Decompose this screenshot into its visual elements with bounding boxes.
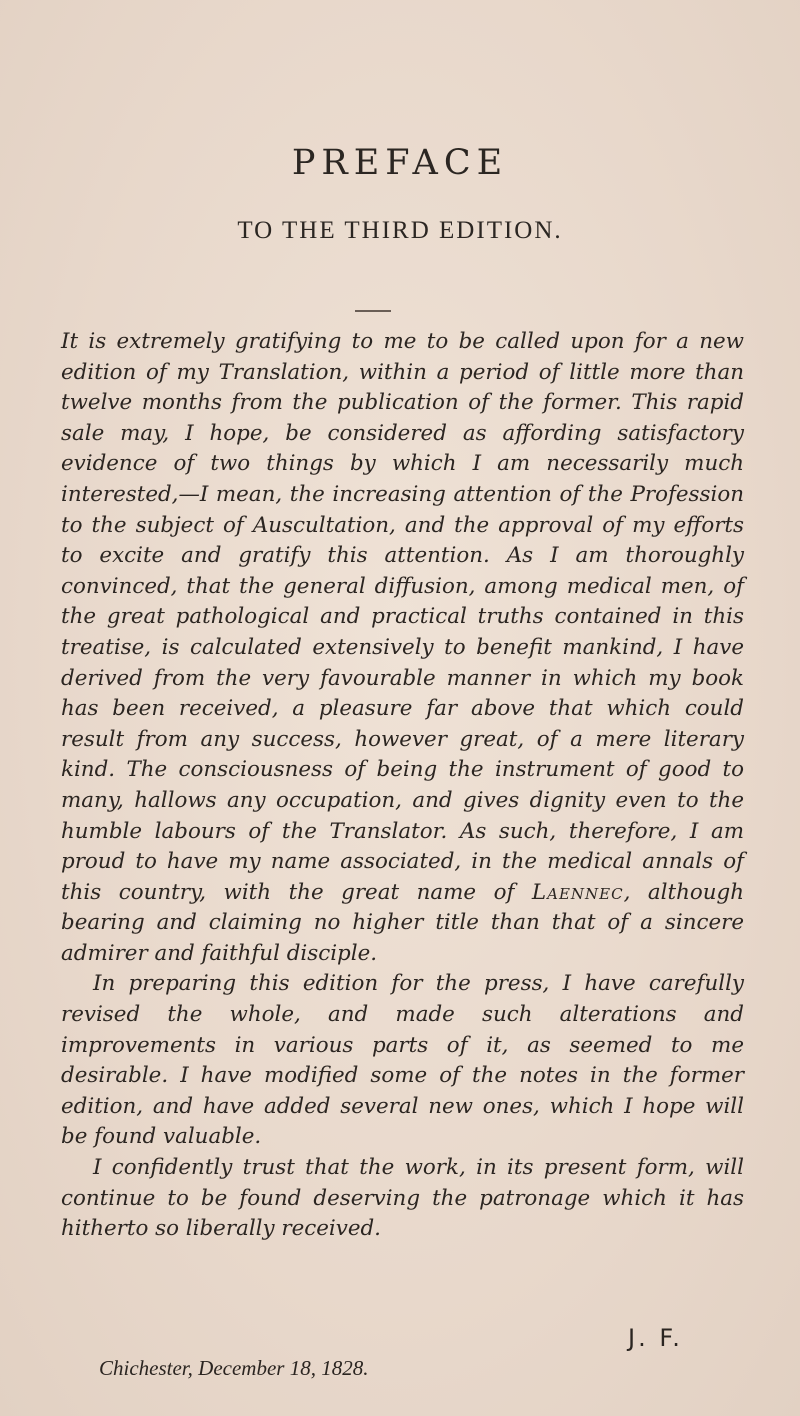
dateline: Chichester, December 18, 1828. <box>99 1356 369 1380</box>
paragraph-1-tail: , although bearing and claiming no higher title than that of a sincere admirer and faithful disciple. <box>61 879 744 966</box>
paragraph-1-text: It is extremely gratifying to me to be called upon for a new edition of my Translation, within a period of little more than twelve months from the publication of the former. This rapid sale may, I hope, be considered as affording satisfactory evidence of two things by which I am necessarily much interested,—I mean, the increasing attention of the Profession to the subject of Auscultation, and the approval of my efforts to excite and gratify this attention. As I am thoroughly convinced, that the general diffusion, among medical men, of the great pathological and practical truths contained in this treatise, is calculated extensively to benefit mankind, I have derived from the very favourable manner in which my book has been received, a pleasure far above that which could result from any success, however great, of a mere literary kind. The consciousness of being the instrument of good to many, hallows any occupation, and gives dignity even to the humble labours of the Translator. As such, therefore, I am proud to have my name associated, in the medical annals of this country, with the great name of <box>61 329 744 905</box>
page-title: PREFACE <box>291 143 509 183</box>
title-divider <box>355 310 391 312</box>
paragraph-3: I confidently trust that the work, in its present form, will continue to be found deserving the patronage which it has hitherto so liberally received. <box>61 1155 744 1242</box>
paragraph-1 <box>61 327 744 969</box>
page-subtitle: TO THE THIRD EDITION. <box>237 217 563 244</box>
preface-body <box>61 327 744 1245</box>
signature: J. F. <box>628 1324 683 1352</box>
paragraph-2: In preparing this edition for the press, I have carefully revised the whole, and made such alterations and improvements in various parts of it, as seemed to me desirable. I have modified some of the notes in the former edition, and have added several new ones, which I hope will be found valuable. <box>61 971 744 1150</box>
author-name: Laennec <box>531 879 624 905</box>
